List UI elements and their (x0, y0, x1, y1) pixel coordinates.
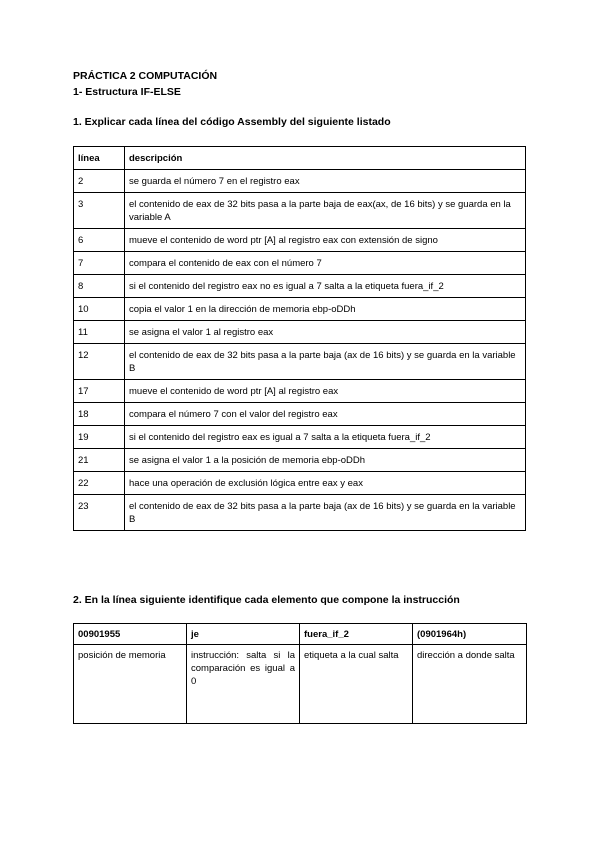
table-row (74, 275, 526, 298)
header-description: descripción (125, 147, 526, 170)
instruction-elements-table (73, 623, 527, 724)
mnemonic-description: instrucción: salta si la comparación es igual a 0 (187, 645, 300, 724)
document-subtitle: 1- Estructura IF-ELSE (73, 86, 181, 98)
label-description: etiqueta a la cual salta (300, 645, 413, 724)
description-cell: mueve el contenido de word ptr [A] al registro eax (125, 380, 526, 403)
header-line: línea (74, 147, 125, 170)
table-row (74, 426, 526, 449)
description-cell: se guarda el número 7 en el registro eax (125, 170, 526, 193)
line-number-cell: 21 (74, 449, 125, 472)
line-number-cell: 7 (74, 252, 125, 275)
description-cell: se asigna el valor 1 a la posición de memoria ebp-oDDh (125, 449, 526, 472)
description-cell: mueve el contenido de word ptr [A] al registro eax con extensión de signo (125, 229, 526, 252)
description-cell: hace una operación de exclusión lógica entre eax y eax (125, 472, 526, 495)
line-number-cell: 22 (74, 472, 125, 495)
table-row (74, 170, 526, 193)
address-description: posición de memoria (74, 645, 187, 724)
table2-description-row (74, 645, 527, 724)
table-row (74, 449, 526, 472)
description-cell: el contenido de eax de 32 bits pasa a la parte baja (ax de 16 bits) y se guarda en la variable B (125, 495, 526, 531)
table-row (74, 344, 526, 380)
target-address-header: (0901964h) (413, 624, 527, 645)
description-cell: copia el valor 1 en la dirección de memoria ebp-oDDh (125, 298, 526, 321)
line-number-cell: 17 (74, 380, 125, 403)
table-row (74, 193, 526, 229)
table-row (74, 252, 526, 275)
table-row (74, 321, 526, 344)
table1-header-row (74, 147, 526, 170)
target-address-description: dirección a donde salta (413, 645, 527, 724)
table-row (74, 380, 526, 403)
line-number-cell: 6 (74, 229, 125, 252)
table-row (74, 472, 526, 495)
table-row (74, 229, 526, 252)
line-number-cell: 12 (74, 344, 125, 380)
label-header: fuera_if_2 (300, 624, 413, 645)
line-number-cell: 8 (74, 275, 125, 298)
table-row (74, 495, 526, 531)
document-title: PRÁCTICA 2 COMPUTACIÓN (73, 70, 218, 82)
section2-heading: 2. En la línea siguiente identifique cada elemento que compone la instrucción (73, 594, 460, 606)
line-number-cell: 23 (74, 495, 125, 531)
description-cell: compara el número 7 con el valor del registro eax (125, 403, 526, 426)
table-row (74, 403, 526, 426)
description-cell: si el contenido del registro eax no es igual a 7 salta a la etiqueta fuera_if_2 (125, 275, 526, 298)
description-cell: el contenido de eax de 32 bits pasa a la parte baja de eax(ax, de 16 bits) y se guarda en la variable A (125, 193, 526, 229)
description-cell: compara el contenido de eax con el número 7 (125, 252, 526, 275)
table2-header-row (74, 624, 527, 645)
description-cell: se asigna el valor 1 al registro eax (125, 321, 526, 344)
line-number-cell: 11 (74, 321, 125, 344)
description-cell: el contenido de eax de 32 bits pasa a la parte baja (ax de 16 bits) y se guarda en la variable B (125, 344, 526, 380)
mnemonic-header: je (187, 624, 300, 645)
assembly-explanation-table (73, 146, 526, 531)
line-number-cell: 2 (74, 170, 125, 193)
line-number-cell: 18 (74, 403, 125, 426)
line-number-cell: 3 (74, 193, 125, 229)
description-cell: si el contenido del registro eax es igual a 7 salta a la etiqueta fuera_if_2 (125, 426, 526, 449)
line-number-cell: 10 (74, 298, 125, 321)
address-header: 00901955 (74, 624, 187, 645)
section1-heading: 1. Explicar cada línea del código Assembly del siguiente listado (73, 116, 391, 128)
table-row (74, 298, 526, 321)
line-number-cell: 19 (74, 426, 125, 449)
